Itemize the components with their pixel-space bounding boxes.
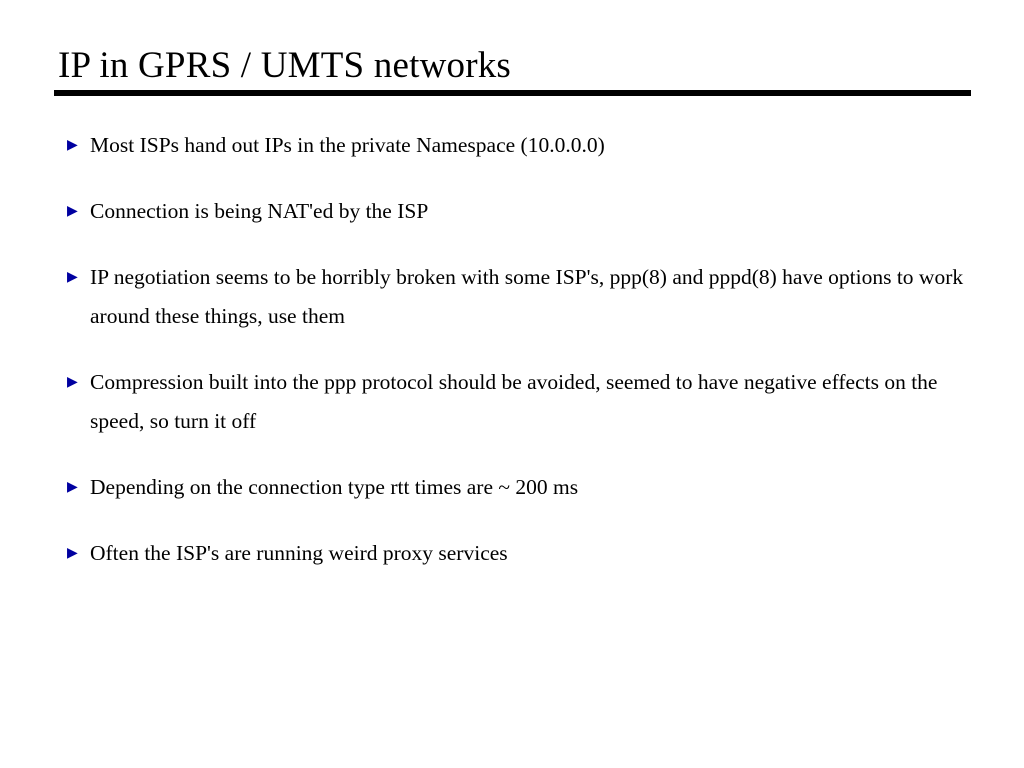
list-item-text: Connection is being NAT'ed by the ISP [90, 199, 429, 223]
list-item [64, 126, 964, 165]
list-item-text: IP negotiation seems to be horribly broken with some ISP's, ppp(8) and pppd(8) have options to work around these things, use them [90, 265, 964, 328]
page-title: IP in GPRS / UMTS networks [58, 45, 512, 86]
list-item [64, 468, 964, 507]
list-item-text: Often the ISP's are running weird proxy services [90, 541, 508, 565]
bullet-marker-icon: ▶ [67, 480, 78, 495]
bullet-marker-icon: ▶ [67, 204, 78, 219]
bullet-marker-icon: ▶ [67, 270, 78, 285]
bullet-marker-icon: ▶ [67, 546, 78, 561]
bullet-list [64, 126, 964, 600]
list-item-text: Depending on the connection type rtt times are ~ 200 ms [90, 475, 579, 499]
title-divider [54, 90, 971, 96]
list-item [64, 258, 964, 336]
list-item-text: Most ISPs hand out IPs in the private Namespace (10.0.0.0) [90, 133, 605, 157]
list-item-text: Compression built into the ppp protocol should be avoided, seemed to have negative effects on the speed, so turn it off [90, 370, 938, 433]
bullet-marker-icon: ▶ [67, 375, 78, 390]
bullet-marker-icon: ▶ [67, 138, 78, 153]
list-item [64, 534, 964, 573]
list-item [64, 192, 964, 231]
list-item [64, 363, 964, 441]
